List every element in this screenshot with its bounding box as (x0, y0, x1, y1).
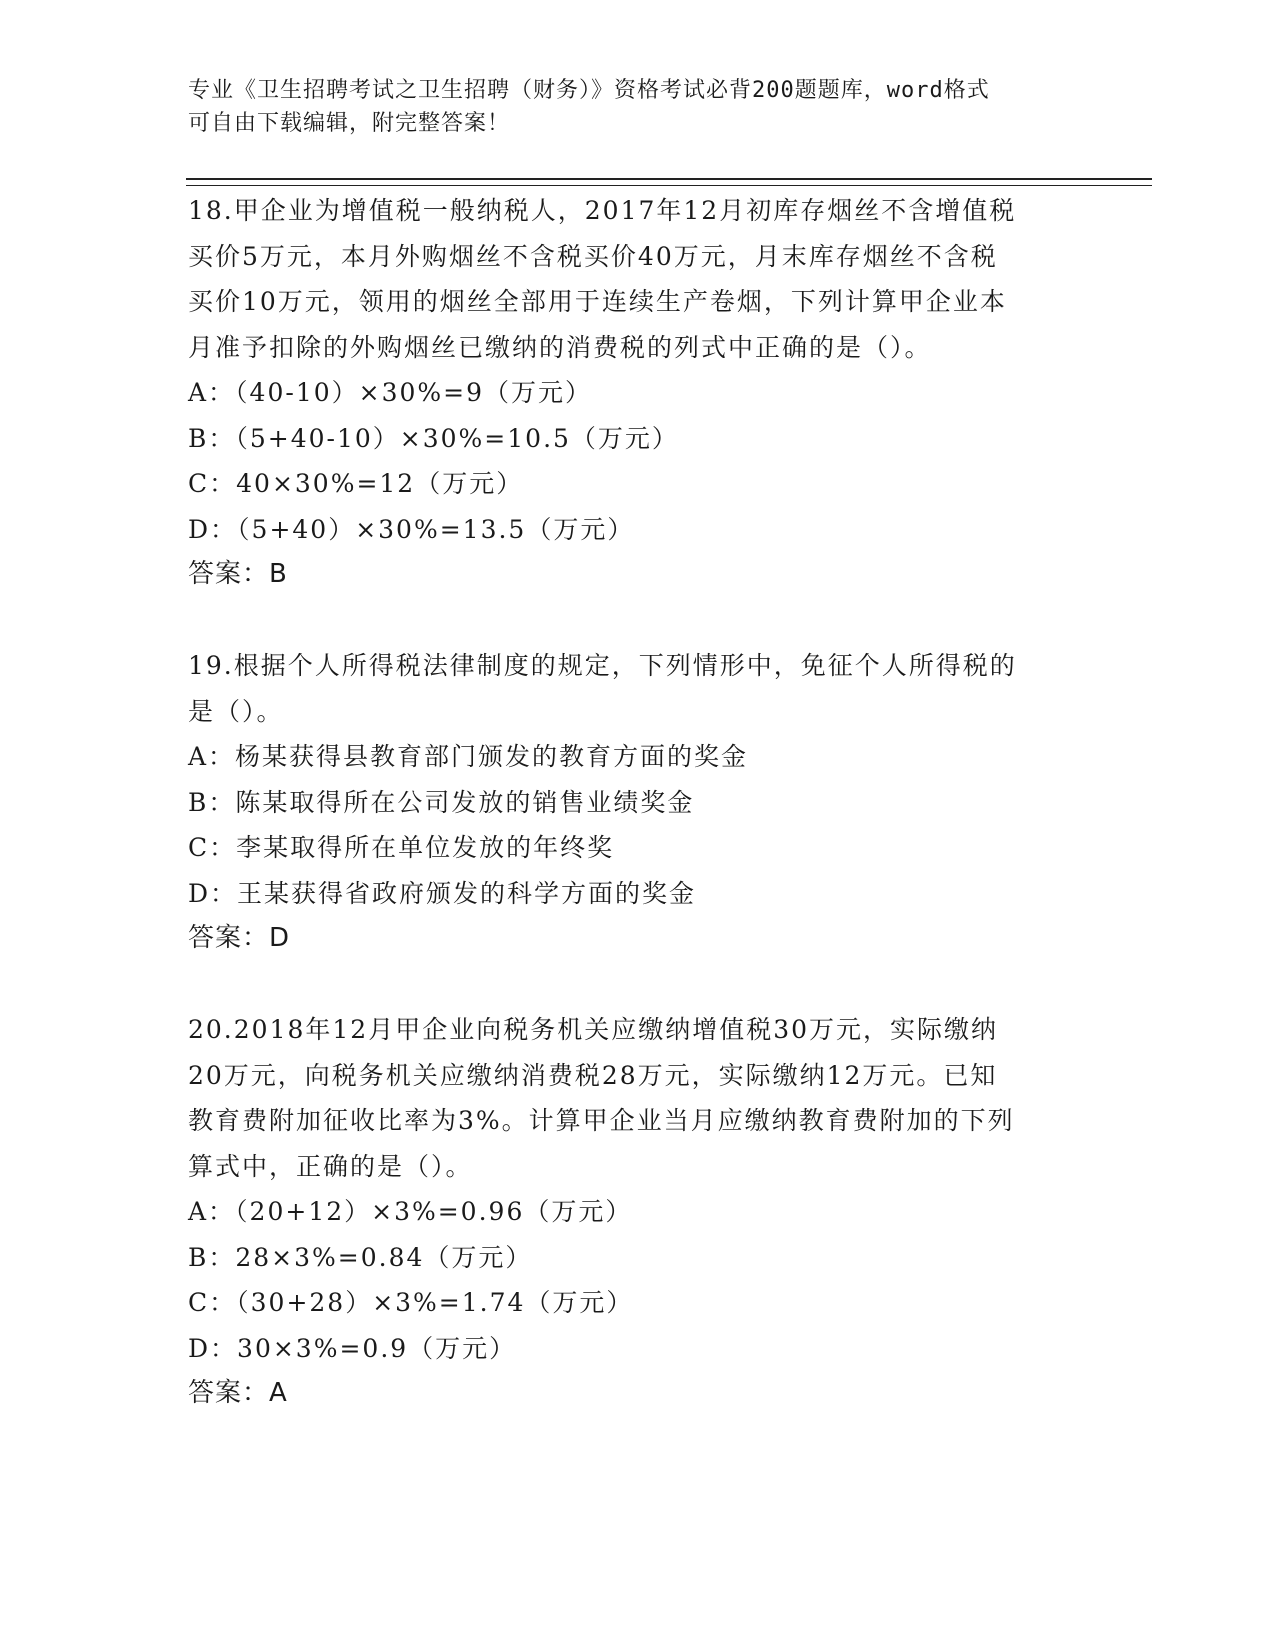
question-spacer (188, 962, 1088, 1008)
question-stem-line: 19.根据个人所得税法律制度的规定，下列情形中，免征个人所得税的 (188, 651, 1017, 680)
option-b: B：28×3%=0.84（万元） (188, 1242, 533, 1272)
answer-label: 答案：D (188, 923, 291, 953)
document-header (188, 74, 1068, 140)
header-divider-thin (186, 185, 1152, 186)
option-c: C：（30+28）×3%=1.74（万元） (188, 1288, 634, 1317)
option-c: C：40×30%=12（万元） (188, 469, 524, 498)
option-c: C：李某取得所在单位发放的年终奖 (188, 833, 615, 862)
question-stem-line: 20万元，向税务机关应缴纳消费税28万元，实际缴纳12万元。已知 (188, 1060, 998, 1090)
option-d: D：（5+40）×30%=13.5（万元） (188, 514, 635, 544)
answer-label: 答案：B (188, 559, 288, 589)
option-a: A：（40-10）×30%=9（万元） (188, 378, 592, 407)
question-stem-line: 是（）。 (188, 696, 284, 726)
question-stem-line: 18.甲企业为增值税一般纳税人，2017年12月初库存烟丝不含增值税 (188, 196, 1017, 225)
option-a: A：杨某获得县教育部门颁发的教育方面的奖金 (188, 742, 749, 771)
header-title-line-1: 专业《卫生招聘考试之卫生招聘（财务）》资格考试必背200题题库，word格式 (188, 78, 990, 103)
question-stem-line: 买价5万元，本月外购烟丝不含税买价40万元，月末库存烟丝不含税 (188, 241, 998, 271)
question-stem-line: 教育费附加征收比率为3%。计算甲企业当月应缴纳教育费附加的下列 (188, 1106, 1015, 1135)
header-divider-thick (186, 178, 1152, 180)
question-stem-line: 20.2018年12月甲企业向税务机关应缴纳增值税30万元，实际缴纳 (188, 1015, 999, 1044)
option-b: B：陈某取得所在公司发放的销售业绩奖金 (188, 787, 695, 817)
answer-label: 答案：A (188, 1378, 288, 1408)
question-spacer (188, 598, 1088, 644)
question-stem-line: 月准予扣除的外购烟丝已缴纳的消费税的列式中正确的是（）。 (188, 332, 932, 362)
question-block (188, 188, 1088, 598)
option-a: A：（20+12）×3%=0.96（万元） (188, 1197, 633, 1226)
question-stem-line: 算式中，正确的是（）。 (188, 1151, 473, 1181)
header-title-line-2: 可自由下载编辑，附完整答案！ (188, 111, 511, 136)
question-block (188, 643, 1088, 962)
question-stem-line: 买价10万元，领用的烟丝全部用于连续生产卷烟，下列计算甲企业本 (188, 287, 1007, 316)
option-b: B：（5+40-10）×30%=10.5（万元） (188, 423, 679, 453)
option-d: D：王某获得省政府颁发的科学方面的奖金 (188, 878, 697, 908)
question-list (188, 188, 1088, 1417)
option-d: D：30×3%=0.9（万元） (188, 1333, 517, 1363)
question-block (188, 1007, 1088, 1417)
